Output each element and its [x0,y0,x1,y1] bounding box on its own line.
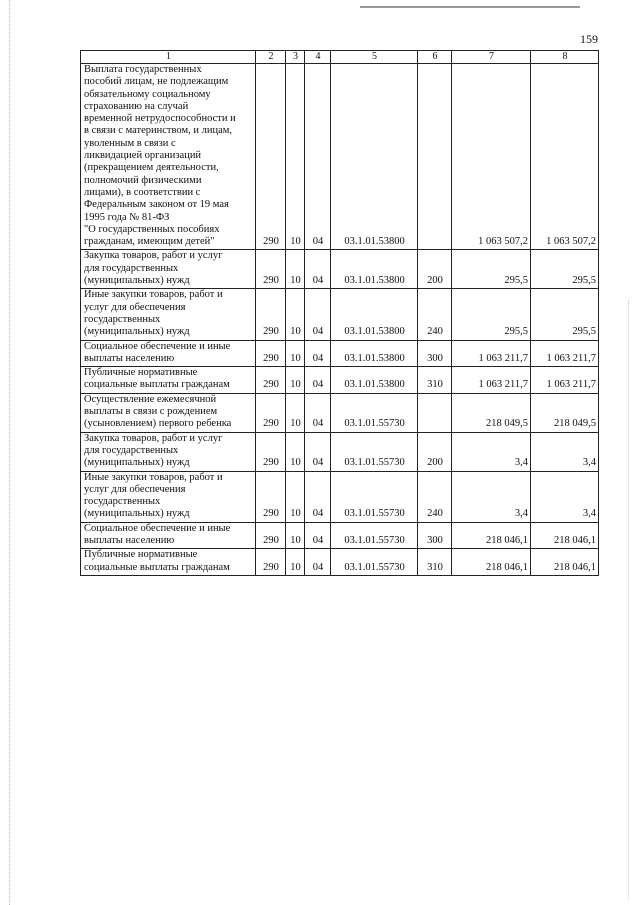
cell-amount-col7: 3,4 [452,471,531,522]
cell-target-article: 03.1.01.55730 [331,432,418,471]
column-header: 2 [256,51,286,64]
cell-ministry-code: 290 [256,340,286,367]
row-description: Социальное обеспечение и иные выплаты населению [81,522,256,549]
table-header-row [81,51,599,64]
cell-target-article: 03.1.01.53800 [331,367,418,394]
cell-amount-col8: 3,4 [531,432,599,471]
cell-amount-col8: 218 046,1 [531,522,599,549]
cell-ministry-code: 290 [256,393,286,432]
cell-target-article: 03.1.01.53800 [331,250,418,289]
cell-amount-col7: 218 049,5 [452,393,531,432]
column-header: 8 [531,51,599,64]
cell-ministry-code: 290 [256,64,286,250]
table-row [81,432,599,471]
column-header: 6 [418,51,452,64]
cell-amount-col7: 1 063 211,7 [452,340,531,367]
row-description: Социальное обеспечение и иные выплаты населению [81,340,256,367]
table-row [81,64,599,250]
cell-expense-type: 240 [418,289,452,340]
cell-subsection-code: 04 [305,393,331,432]
row-description: Публичные нормативные социальные выплаты гражданам [81,549,256,576]
cell-amount-col8: 1 063 211,7 [531,340,599,367]
column-header: 5 [331,51,418,64]
cell-subsection-code: 04 [305,432,331,471]
cell-target-article: 03.1.01.55730 [331,522,418,549]
row-description: Публичные нормативные социальные выплаты гражданам [81,367,256,394]
cell-amount-col8: 1 063 507,2 [531,64,599,250]
cell-target-article: 03.1.01.55730 [331,549,418,576]
cell-target-article: 03.1.01.53800 [331,340,418,367]
cell-section-code: 10 [286,393,305,432]
cell-amount-col7: 295,5 [452,289,531,340]
cell-amount-col8: 218 049,5 [531,393,599,432]
cell-amount-col7: 218 046,1 [452,549,531,576]
cell-amount-col7: 1 063 211,7 [452,367,531,394]
column-header: 4 [305,51,331,64]
table-row [81,522,599,549]
cell-section-code: 10 [286,522,305,549]
cell-ministry-code: 290 [256,432,286,471]
cell-section-code: 10 [286,367,305,394]
cell-amount-col7: 218 046,1 [452,522,531,549]
cell-amount-col8: 3,4 [531,471,599,522]
cell-expense-type: 310 [418,367,452,394]
cell-subsection-code: 04 [305,367,331,394]
column-header: 7 [452,51,531,64]
cell-amount-col7: 295,5 [452,250,531,289]
page-number: 159 [580,32,598,46]
cell-amount-col8: 295,5 [531,250,599,289]
cell-ministry-code: 290 [256,289,286,340]
column-header: 1 [81,51,256,64]
scan-left-edge [9,0,10,905]
cell-expense-type [418,393,452,432]
cell-expense-type: 300 [418,522,452,549]
cell-expense-type: 300 [418,340,452,367]
cell-section-code: 10 [286,64,305,250]
row-description: Выплата государственных пособий лицам, не подлежащим обязательному социальному страхованию на случай временной нетрудоспособности и в связи с материнством, и лицам, уволенным в связи с ликвидацией организаций (прекращением деятельности, полномочий физическими лицами), в соответствии с Федеральным законом от 19 мая 1995 года № 81-ФЗ "О государственных пособиях гражданам, имеющим детей" [81,64,256,250]
cell-section-code: 10 [286,471,305,522]
cell-ministry-code: 290 [256,250,286,289]
cell-subsection-code: 04 [305,340,331,367]
cell-section-code: 10 [286,432,305,471]
cell-target-article: 03.1.01.53800 [331,64,418,250]
cell-target-article: 03.1.01.55730 [331,393,418,432]
row-description: Закупка товаров, работ и услуг для государственных (муниципальных) нужд [81,250,256,289]
table-row [81,549,599,576]
row-description: Осуществление ежемесячной выплаты в связи с рождением (усыновлением) первого ребенка [81,393,256,432]
cell-subsection-code: 04 [305,549,331,576]
cell-section-code: 10 [286,549,305,576]
cell-ministry-code: 290 [256,549,286,576]
cell-expense-type [418,64,452,250]
scan-right-edge [628,300,629,900]
table-row [81,289,599,340]
cell-subsection-code: 04 [305,471,331,522]
cell-expense-type: 240 [418,471,452,522]
column-header: 3 [286,51,305,64]
row-description: Закупка товаров, работ и услуг для государственных (муниципальных) нужд [81,432,256,471]
cell-target-article: 03.1.01.53800 [331,289,418,340]
table-row [81,471,599,522]
cell-amount-col8: 1 063 211,7 [531,367,599,394]
cell-ministry-code: 290 [256,471,286,522]
cell-expense-type: 200 [418,432,452,471]
cell-target-article: 03.1.01.55730 [331,471,418,522]
cell-section-code: 10 [286,250,305,289]
cell-expense-type: 310 [418,549,452,576]
row-description: Иные закупки товаров, работ и услуг для обеспечения государственных (муниципальных) нужд [81,471,256,522]
scan-top-rule [360,6,580,8]
cell-subsection-code: 04 [305,64,331,250]
table-body [81,64,599,576]
cell-ministry-code: 290 [256,522,286,549]
cell-section-code: 10 [286,340,305,367]
cell-section-code: 10 [286,289,305,340]
cell-subsection-code: 04 [305,289,331,340]
table-row [81,250,599,289]
cell-amount-col8: 295,5 [531,289,599,340]
cell-amount-col8: 218 046,1 [531,549,599,576]
cell-amount-col7: 3,4 [452,432,531,471]
table-row [81,367,599,394]
cell-ministry-code: 290 [256,367,286,394]
cell-subsection-code: 04 [305,522,331,549]
cell-expense-type: 200 [418,250,452,289]
cell-subsection-code: 04 [305,250,331,289]
row-description: Иные закупки товаров, работ и услуг для обеспечения государственных (муниципальных) нужд [81,289,256,340]
table-row [81,340,599,367]
budget-table [80,50,599,576]
cell-amount-col7: 1 063 507,2 [452,64,531,250]
table-row [81,393,599,432]
